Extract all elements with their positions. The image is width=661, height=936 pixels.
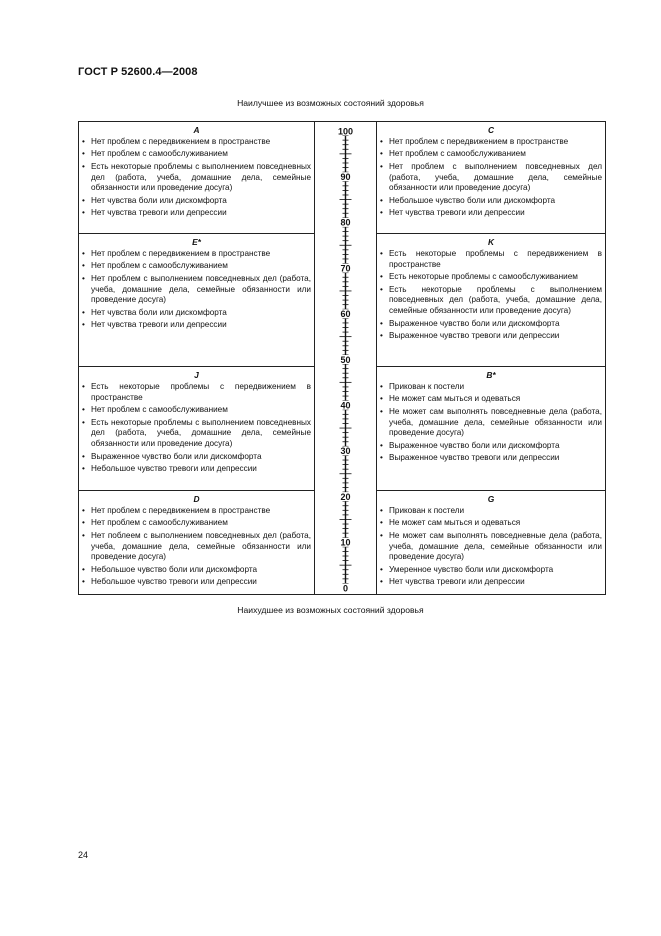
state-attribute-item: • Нет проблем с самообслуживанием (82, 261, 311, 272)
best-state-caption: Наилучшее из возможных состояний здоровья (237, 98, 424, 108)
state-attributes-list (82, 506, 311, 588)
state-attribute-item: • Нет чувства тревоги или депрессии (82, 208, 311, 219)
state-attribute-item: • Есть некоторые проблемы с выполнением повседневных дел (работа, учеба, домашние дела, семейные обязанности или проведение досуга) (82, 418, 311, 451)
state-card-b (376, 366, 605, 490)
state-attribute-item: • Прикован к постели (380, 506, 602, 517)
page-number: 24 (78, 850, 89, 860)
state-attribute-item: • Умеренное чувство боли или дискомфорта (380, 565, 602, 576)
state-attribute-item: • Нет чувства боли или дискомфорта (82, 308, 311, 319)
state-attribute-item: • Нет проблем с передвижением в пространстве (380, 137, 602, 148)
state-attributes-list (82, 137, 311, 219)
state-title: E* (192, 237, 201, 247)
thermometer-scale (315, 122, 376, 594)
state-title: D (193, 494, 200, 504)
state-attribute-item: • Есть некоторые проблемы с передвижением в пространстве (82, 382, 311, 404)
state-attribute-item: • Нет чувства тревоги или депрессии (82, 320, 311, 331)
state-attributes-list (380, 506, 602, 588)
state-attribute-item: • Выраженное чувство боли или дискомфорта (82, 452, 311, 463)
state-attribute-item: • Не может сам мыться и одеваться (380, 394, 602, 405)
scale-label: 50 (340, 354, 351, 365)
scale-label: 40 (340, 400, 351, 411)
health-states-table (78, 121, 606, 595)
state-attribute-item: • Есть некоторые проблемы с выполнением повседневных дел (работа, учеба, домашние дела, семейные обязанности или проведение досуга) (82, 162, 311, 195)
state-attribute-item: • Нет проблем с выполнением повседневных дел (работа, учеба, домашние дела, семейные обязанности или проведение досуга) (82, 274, 311, 307)
state-attributes-list (380, 249, 602, 342)
state-attribute-item: • Нет поблеем с выполнением повседневных дел (работа, учеба, домашние дела, семейные обязанности или проведение досуга) (82, 531, 311, 564)
state-title: A (193, 125, 200, 135)
state-attribute-item: • Нет чувства тревоги или депрессии (380, 208, 602, 219)
state-attribute-item: • Нет проблем с передвижением в пространстве (82, 249, 311, 260)
state-attribute-item: • Нет проблем с самообслуживанием (82, 518, 311, 529)
state-attribute-item: • Нет чувства тревоги или депрессии (380, 577, 602, 588)
state-attribute-item: • Выраженное чувство боли или дискомфорта (380, 319, 602, 330)
state-attribute-item: • Нет проблем с самообслуживанием (82, 149, 311, 160)
state-title: C (487, 125, 495, 135)
state-attribute-item: • Выраженное чувство боли или дискомфорта (380, 441, 602, 452)
state-attributes-list (380, 382, 602, 464)
scale-label: 70 (340, 263, 351, 274)
scale-label: 60 (340, 309, 351, 320)
state-card-e (79, 233, 315, 366)
state-attribute-item: • Есть некоторые проблемы с выполнением повседневных дел (работа, учеба, домашние дела, семейные обязанности или проведение досуга) (380, 285, 602, 318)
state-attribute-item: • Нет проблем с выполнением повседневных дел (работа, учеба, домашние дела, семейные обязанности или проведение досуга) (380, 162, 602, 195)
worst-state-caption: Наихудшее из возможных состояний здоровья (237, 605, 424, 615)
state-attribute-item: • Нет проблем с самообслуживанием (82, 405, 311, 416)
state-card-g (376, 490, 605, 594)
state-card-a (79, 122, 315, 233)
state-attribute-item: • Выраженное чувство тревоги или депрессии (380, 331, 602, 342)
state-attribute-item: • Не может сам выполнять повседневные дела (работа, учеба, домашние дела, семейные обязанности или проведение досуга) (380, 531, 602, 564)
state-attribute-item: • Нет проблем с передвижением в пространстве (82, 137, 311, 148)
scale-label: 100 (337, 126, 354, 137)
state-attributes-list (82, 382, 311, 475)
state-attribute-item: • Нет проблем с передвижением в пространстве (82, 506, 311, 517)
scale-label: 30 (340, 446, 351, 457)
state-attribute-item: • Небольшое чувство боли или дискомфорта (82, 565, 311, 576)
state-title: K (487, 237, 495, 247)
state-title: G (487, 494, 495, 504)
state-attribute-item: • Небольшое чувство боли или дискомфорта (380, 196, 602, 207)
state-attribute-item: • Небольшое чувство тревоги или депрессии (82, 577, 311, 588)
state-attribute-item: • Небольшое чувство тревоги или депрессии (82, 464, 311, 475)
scale-label: 90 (340, 172, 351, 182)
state-card-c (376, 122, 605, 233)
state-attribute-item: • Прикован к постели (380, 382, 602, 393)
state-attribute-item: • Не может сам выполнять повседневные дела (работа, учеба, домашние дела, семейные обязанности или проведение досуга) (380, 407, 602, 440)
state-title: J (194, 370, 199, 380)
scale-label: 20 (340, 491, 351, 502)
document-header: ГОСТ Р 52600.4—2008 (78, 66, 198, 78)
state-attribute-item: • Нет проблем с самообслуживанием (380, 149, 602, 160)
state-card-j (79, 366, 315, 490)
scale-label: 0 (342, 583, 349, 594)
state-attributes-list (380, 137, 602, 219)
state-card-k (376, 233, 605, 366)
state-title: B* (486, 370, 496, 380)
state-attribute-item: • Нет чувства боли или дискомфорта (82, 196, 311, 207)
state-attribute-item: • Есть некоторые проблемы с самообслуживанием (380, 272, 602, 283)
state-attribute-item: • Есть некоторые проблемы с передвижением в пространстве (380, 249, 602, 271)
state-attribute-item: • Не может сам мыться и одеваться (380, 518, 602, 529)
state-attribute-item: • Выраженное чувство тревоги или депрессии (380, 453, 602, 464)
scale-label: 10 (340, 537, 351, 548)
state-card-d (79, 490, 315, 594)
state-attributes-list (82, 249, 311, 331)
scale-label: 80 (340, 217, 351, 228)
